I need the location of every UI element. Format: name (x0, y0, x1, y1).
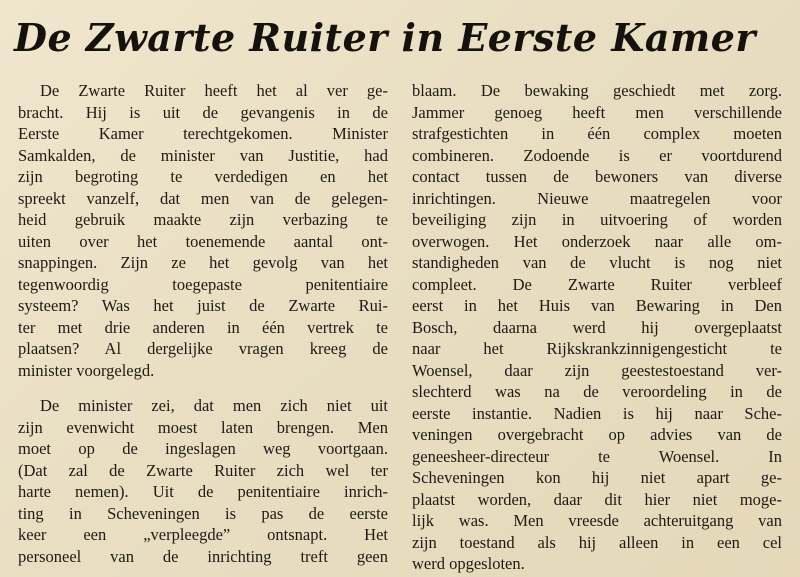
text-line: eerste instantie. Nadien is hij naar Sche- (412, 403, 782, 423)
text-line: harte nemen). Uit de penitentiaire inrich- (18, 482, 388, 501)
text-line: snappingen. Zijn ze het gevolg van het (18, 253, 388, 272)
text-line: personeel van de inrichting treft geen (18, 546, 388, 566)
text-line: zijn begroting te verdedigen en het (18, 167, 388, 186)
text-line: keer een „verpleegde” ontsnapt. Het (18, 525, 388, 544)
text-line: plaatst worden, daar dit hier niet moge- (412, 489, 782, 509)
text-line: moet op de ingeslagen weg voortgaan. (18, 439, 388, 458)
text-line: heid gebruik maakte zijn verbazing te (18, 210, 388, 229)
text-line: zijn toestand als hij alleen in een cel (412, 532, 782, 552)
text-line: Eerste Kamer terechtgekomen. Minister (18, 124, 388, 143)
text-line: werd opgesloten. (412, 554, 525, 573)
text-line: compleet. De Zwarte Ruiter verbleef (412, 274, 782, 294)
text-line: beveiliging zijn in uitvoering of worden (412, 210, 782, 229)
text-line: ting in Scheveningen is pas de eerste (18, 503, 388, 523)
text-line: veningen overgebracht op advies van de (412, 425, 782, 444)
text-line: uiten over het toenemende aantal ont- (18, 231, 388, 251)
text-line: eerst in het Huis van Bewaring in Den (412, 296, 782, 315)
text-line: systeem? Was het juist de Zwarte Rui- (18, 296, 388, 315)
text-line: Samkalden, de minister van Justitie, had (18, 145, 388, 165)
text-line: tegenwoordig toegepaste penitentiaire (18, 274, 388, 294)
text-line: plaatsen? Al dergelijke vragen kreeg de (18, 339, 388, 358)
text-line: bracht. Hij is uit de gevangenis in de (18, 102, 388, 122)
right-column (412, 80, 782, 575)
text-line: contact tussen de bewoners van diverse (412, 167, 782, 186)
text-line: De minister zei, dat men zich niet uit (40, 396, 388, 415)
text-line: Bosch, daarna werd hij overgeplaatst (412, 317, 782, 337)
text-line: (Dat zal de Zwarte Ruiter zich wel ter (18, 460, 388, 480)
text-line: ter met drie anderen in één vertrek te (18, 317, 388, 337)
left-paragraph-1 (18, 80, 388, 381)
text-line: combineren. Zodoende is er voortdurend (412, 145, 782, 165)
left-paragraph-2 (18, 395, 388, 567)
text-line: Woensel, daar zijn geestestoestand ver- (412, 360, 782, 380)
text-line: inrichtingen. Nieuwe maatregelen voor (412, 188, 782, 208)
text-line: naar het Rijkskrankzinnigengesticht te (412, 339, 782, 358)
left-column (18, 80, 388, 567)
paragraph-gap (18, 381, 388, 395)
text-line: strafgestichten in één complex moeten (412, 124, 782, 143)
text-line: overwogen. Het onderzoek naar alle om- (412, 231, 782, 251)
text-line: minister voorgelegd. (18, 360, 155, 380)
right-paragraph-1 (412, 80, 782, 575)
text-line: blaam. De bewaking geschiedt met zorg. (412, 81, 782, 100)
text-line: Jammer genoeg heeft men verschillende (412, 102, 782, 122)
text-line: geneesheer-directeur te Woensel. In (412, 446, 782, 466)
text-line: slechterd was na de veroordeling in de (412, 382, 782, 401)
text-line: lijk was. Men vreesde achteruitgang van (412, 511, 782, 530)
text-line: Scheveningen kon hij niet apart ge- (412, 468, 782, 487)
text-line: zijn evenwicht moest laten brengen. Men (18, 417, 388, 437)
text-line: standigheden van de vlucht is nog niet (412, 253, 782, 272)
text-line: De Zwarte Ruiter heeft het al ver ge- (40, 81, 388, 100)
article-body (14, 80, 786, 573)
text-line: spreekt vanzelf, dat men van de gelegen- (18, 188, 388, 208)
headline: De Zwarte Ruiter in Eerste Kamer (14, 15, 756, 60)
